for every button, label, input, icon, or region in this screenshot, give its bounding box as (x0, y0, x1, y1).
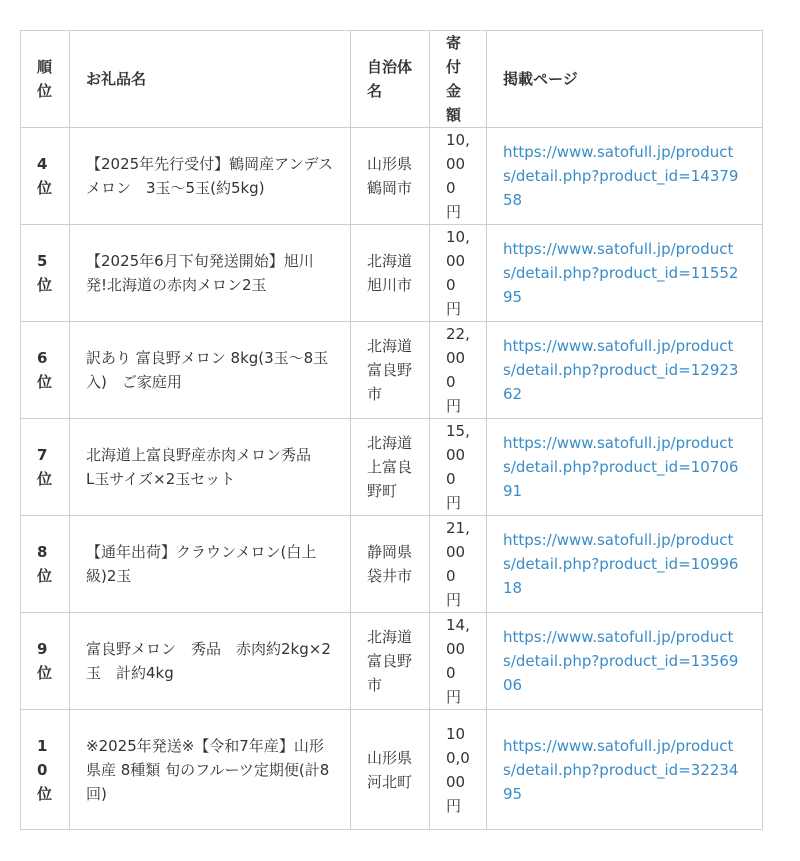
municipality-cell: 北海道旭川市 (351, 225, 430, 322)
page-cell (487, 322, 763, 419)
amount-cell: 100,000円 (430, 710, 487, 830)
municipality-cell: 静岡県袋井市 (351, 516, 430, 613)
page-cell (487, 225, 763, 322)
header-page: 掲載ページ (487, 31, 763, 128)
item-name-cell: ※2025年発送※【令和7年産】山形県産 8種類 旬のフルーツ定期便(計8回) (70, 710, 351, 830)
amount-cell: 21,000円 (430, 516, 487, 613)
product-link[interactable]: https://www.satofull.jp/products/detail.php?product_id=1155295 (503, 240, 739, 306)
item-name-cell: 北海道上富良野産赤肉メロン秀品 L玉サイズ×2玉セット (70, 419, 351, 516)
amount-cell: 14,000円 (430, 613, 487, 710)
header-rank: 順位 (21, 31, 70, 128)
table-row (21, 710, 763, 830)
table-row (21, 419, 763, 516)
amount-cell: 15,000円 (430, 419, 487, 516)
table-row (21, 128, 763, 225)
municipality-cell: 山形県鶴岡市 (351, 128, 430, 225)
header-name: お礼品名 (70, 31, 351, 128)
product-link[interactable]: https://www.satofull.jp/products/detail.php?product_id=1356906 (503, 628, 739, 694)
municipality-cell: 北海道富良野市 (351, 613, 430, 710)
table-row (21, 516, 763, 613)
product-link[interactable]: https://www.satofull.jp/products/detail.php?product_id=1292362 (503, 337, 739, 403)
item-name-cell: 【通年出荷】クラウンメロン(白上級)2玉 (70, 516, 351, 613)
municipality-cell: 北海道上富良野町 (351, 419, 430, 516)
rank-cell: 4位 (21, 128, 70, 225)
page-cell (487, 710, 763, 830)
rank-cell: 10位 (21, 710, 70, 830)
rank-cell: 5位 (21, 225, 70, 322)
product-link[interactable]: https://www.satofull.jp/products/detail.php?product_id=1070691 (503, 434, 739, 500)
rank-cell: 6位 (21, 322, 70, 419)
table-row (21, 225, 763, 322)
amount-cell: 10,000円 (430, 225, 487, 322)
header-municipality: 自治体名 (351, 31, 430, 128)
header-row (21, 31, 763, 128)
item-name-cell: 【2025年6月下旬発送開始】旭川発!北海道の赤肉メロン2玉 (70, 225, 351, 322)
item-name-cell: 【2025年先行受付】鶴岡産アンデスメロン 3玉〜5玉(約5kg) (70, 128, 351, 225)
table-row (21, 322, 763, 419)
page-cell (487, 419, 763, 516)
amount-cell: 10,000円 (430, 128, 487, 225)
product-link[interactable]: https://www.satofull.jp/products/detail.php?product_id=1099618 (503, 531, 739, 597)
page-cell (487, 128, 763, 225)
page-cell (487, 613, 763, 710)
product-link[interactable]: https://www.satofull.jp/products/detail.php?product_id=1437958 (503, 143, 739, 209)
product-link[interactable]: https://www.satofull.jp/products/detail.php?product_id=3223495 (503, 736, 739, 803)
rank-cell: 8位 (21, 516, 70, 613)
amount-cell: 22,000円 (430, 322, 487, 419)
ranking-table (20, 30, 763, 830)
page-cell (487, 516, 763, 613)
municipality-cell: 北海道富良野市 (351, 322, 430, 419)
item-name-cell: 富良野メロン 秀品 赤肉約2kg×2玉 計約4kg (70, 613, 351, 710)
municipality-cell: 山形県河北町 (351, 710, 430, 830)
header-amount: 寄付金額 (430, 31, 487, 128)
item-name-cell: 訳あり 富良野メロン 8kg(3玉〜8玉入) ご家庭用 (70, 322, 351, 419)
table-row (21, 613, 763, 710)
rank-cell: 9位 (21, 613, 70, 710)
rank-cell: 7位 (21, 419, 70, 516)
